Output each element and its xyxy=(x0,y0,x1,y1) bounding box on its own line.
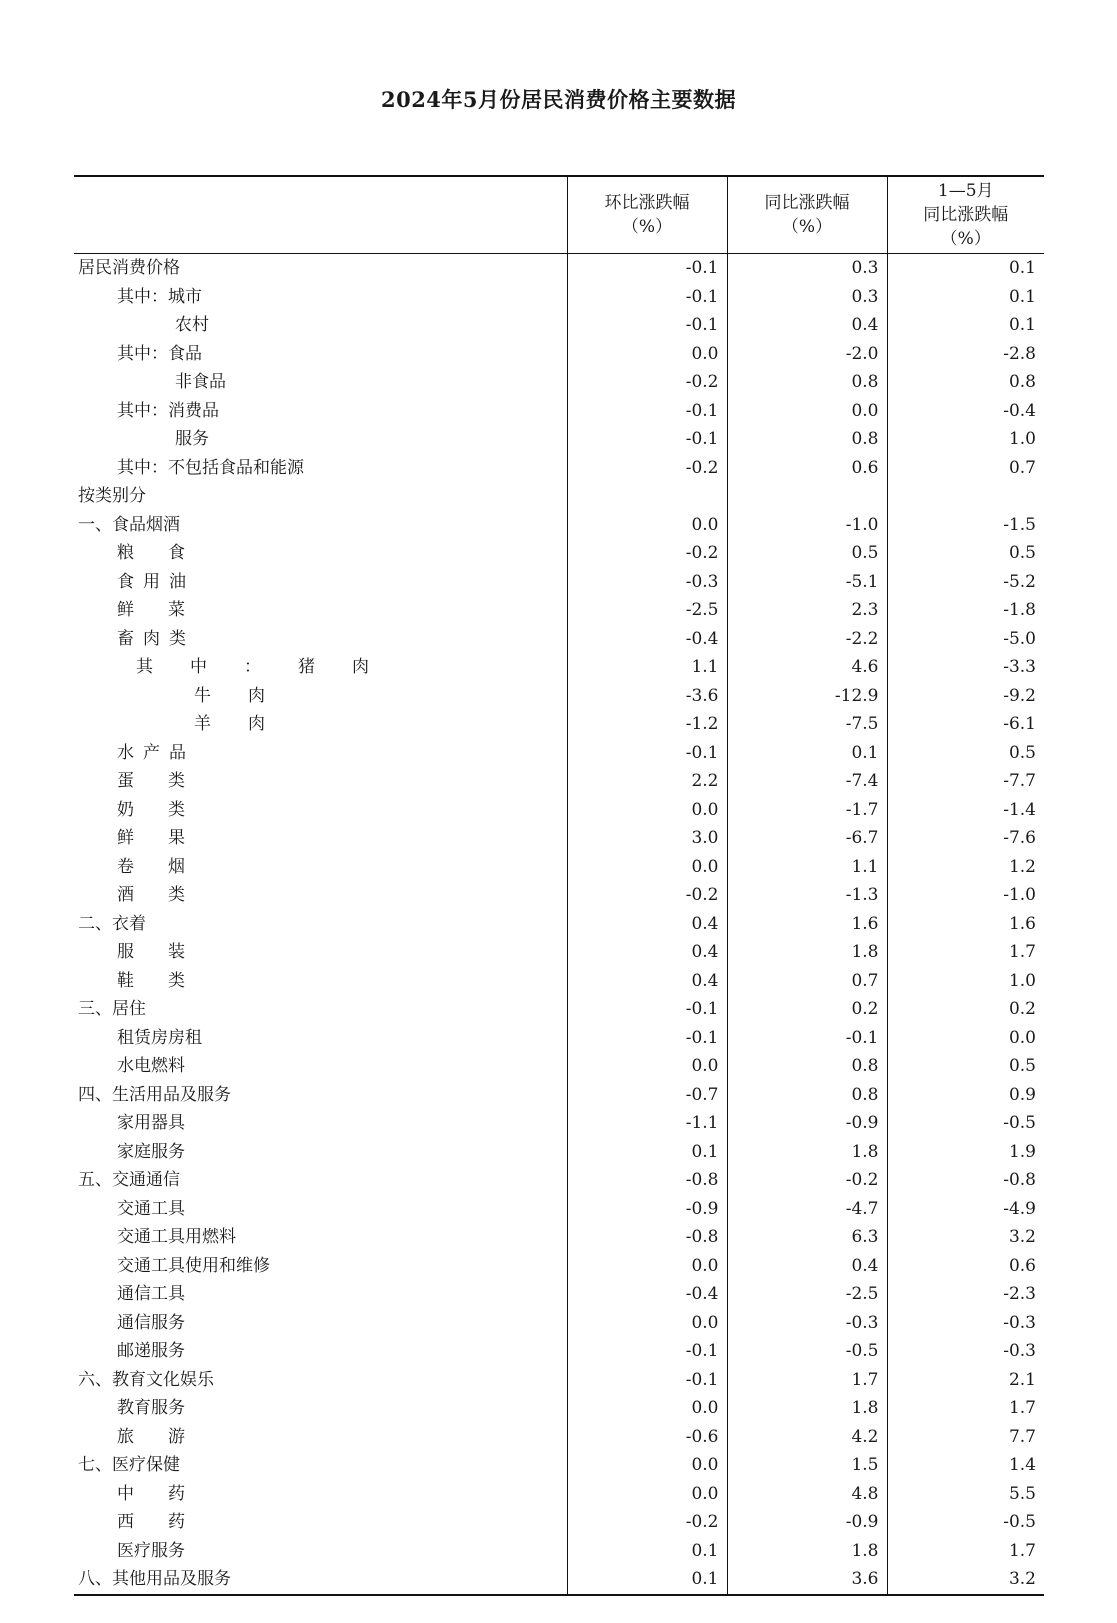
table-row xyxy=(74,1252,1044,1281)
table-row xyxy=(74,995,1044,1024)
table-row xyxy=(74,1081,1044,1110)
table-row xyxy=(74,368,1044,397)
row-value-cum: 0.5 xyxy=(887,739,1044,768)
row-value-cum: 1.4 xyxy=(887,1451,1044,1480)
row-value-mom: -0.1 xyxy=(567,995,727,1024)
row-value-cum: 2.1 xyxy=(887,1366,1044,1395)
row-category-label xyxy=(74,1423,567,1452)
row-value-yoy: 1.1 xyxy=(727,853,887,882)
table-row xyxy=(74,653,1044,682)
row-category-text: 其中：猪肉 xyxy=(136,657,406,677)
header-cum-label: 同比涨跌幅 xyxy=(923,205,1009,225)
row-category-label xyxy=(74,682,567,711)
row-category-label: 交通工具使用和维修 xyxy=(117,1255,270,1276)
row-value-mom: 0.0 xyxy=(567,1451,727,1480)
row-value-mom: -0.2 xyxy=(567,368,727,397)
row-value-cum: -0.4 xyxy=(887,397,1044,426)
row-value-cum: 1.9 xyxy=(887,1138,1044,1167)
row-value-yoy: 0.8 xyxy=(727,1052,887,1081)
table-row xyxy=(74,739,1044,768)
table-row xyxy=(74,1394,1044,1423)
row-value-mom: 0.1 xyxy=(567,1138,727,1167)
row-value-cum: -1.8 xyxy=(887,596,1044,625)
row-category-text: 牛肉 xyxy=(194,685,302,706)
row-value-mom: -0.1 xyxy=(567,283,727,312)
table-row xyxy=(74,967,1044,996)
row-category-label: 教育服务 xyxy=(117,1398,185,1418)
row-value-yoy: 0.3 xyxy=(727,283,887,312)
row-value-mom: -0.1 xyxy=(567,311,727,340)
row-category-text: 鲜菜 xyxy=(117,600,219,620)
row-value-cum: 0.7 xyxy=(887,454,1044,483)
row-category-label xyxy=(74,625,567,654)
row-value-mom: -0.2 xyxy=(567,1508,727,1537)
table-row xyxy=(74,425,1044,454)
row-category-text: 蛋类 xyxy=(117,771,219,791)
row-category-label xyxy=(74,568,567,597)
row-value-mom: -3.6 xyxy=(567,682,727,711)
row-value-yoy: 0.6 xyxy=(727,454,887,483)
table-row xyxy=(74,767,1044,796)
row-value-yoy: 0.8 xyxy=(727,368,887,397)
table-row xyxy=(74,1052,1044,1081)
row-value-mom: -0.1 xyxy=(567,397,727,426)
table-row xyxy=(74,853,1044,882)
row-value-yoy: -2.5 xyxy=(727,1280,887,1309)
row-value-mom: -0.1 xyxy=(567,1366,727,1395)
row-category-label xyxy=(74,853,567,882)
row-value-cum: 0.2 xyxy=(887,995,1044,1024)
table-row xyxy=(74,254,1044,283)
row-value-cum: -1.4 xyxy=(887,796,1044,825)
row-category-label xyxy=(74,767,567,796)
row-value-yoy: 1.5 xyxy=(727,1451,887,1480)
row-value-yoy: 0.4 xyxy=(727,311,887,340)
row-value-cum: -0.3 xyxy=(887,1309,1044,1338)
row-category-label: 农村 xyxy=(175,315,209,335)
header-mom-unit: （%） xyxy=(621,217,673,237)
row-value-mom: 0.4 xyxy=(567,938,727,967)
table-row xyxy=(74,1280,1044,1309)
row-category-label: 四、生活用品及服务 xyxy=(78,1084,231,1105)
row-value-cum: 1.7 xyxy=(887,938,1044,967)
row-value-cum: -6.1 xyxy=(887,710,1044,739)
row-category-text: 鲜果 xyxy=(117,828,219,848)
row-value-yoy: -6.7 xyxy=(727,824,887,853)
row-value-mom: -0.8 xyxy=(567,1166,727,1195)
row-value-mom: -0.2 xyxy=(567,881,727,910)
table-row xyxy=(74,340,1044,369)
table-row xyxy=(74,311,1044,340)
table-row xyxy=(74,1508,1044,1537)
row-value-cum: 1.2 xyxy=(887,853,1044,882)
row-value-yoy: 0.7 xyxy=(727,967,887,996)
row-value-mom: 0.0 xyxy=(567,796,727,825)
row-category-label xyxy=(74,938,567,967)
row-value-mom: -0.2 xyxy=(567,539,727,568)
row-value-cum: -0.5 xyxy=(887,1109,1044,1138)
row-value-yoy: 0.1 xyxy=(727,739,887,768)
row-value-cum: 1.6 xyxy=(887,910,1044,939)
row-value-yoy: 4.8 xyxy=(727,1480,887,1509)
row-value-yoy: -2.0 xyxy=(727,340,887,369)
row-value-mom: 1.1 xyxy=(567,653,727,682)
table-row xyxy=(74,1138,1044,1167)
row-value-cum: 1.7 xyxy=(887,1537,1044,1566)
row-value-mom: 0.4 xyxy=(567,910,727,939)
table-row xyxy=(74,539,1044,568)
row-value-cum: -0.5 xyxy=(887,1508,1044,1537)
row-value-mom: 2.2 xyxy=(567,767,727,796)
row-category-label xyxy=(74,653,567,682)
row-category-label: 医疗服务 xyxy=(117,1540,185,1561)
header-mom-label: 环比涨跌幅 xyxy=(604,193,690,213)
row-category-label xyxy=(74,739,567,768)
row-value-yoy: -0.5 xyxy=(727,1337,887,1366)
row-category-label: 交通工具 xyxy=(117,1198,185,1219)
header-cum-unit: （%） xyxy=(940,229,991,249)
table-row xyxy=(74,910,1044,939)
row-value-mom: 0.0 xyxy=(567,853,727,882)
row-category-text: 服装 xyxy=(117,942,219,962)
row-value-yoy: 1.8 xyxy=(727,1138,887,1167)
row-category-label: 家用器具 xyxy=(117,1113,185,1133)
row-value-mom xyxy=(567,482,727,511)
row-value-yoy: 1.8 xyxy=(727,1537,887,1566)
row-value-yoy: 4.6 xyxy=(727,653,887,682)
row-category-label: 其中：食品 xyxy=(117,343,202,364)
row-category-label: 八、其他用品及服务 xyxy=(78,1569,231,1589)
row-value-yoy: 0.3 xyxy=(727,254,887,283)
row-value-cum: 0.5 xyxy=(887,539,1044,568)
row-value-mom: -0.7 xyxy=(567,1081,727,1110)
header-cum xyxy=(887,176,1044,254)
row-value-yoy: -1.0 xyxy=(727,511,887,540)
row-value-cum: 0.0 xyxy=(887,1024,1044,1053)
table-row xyxy=(74,1423,1044,1452)
row-value-mom: -0.1 xyxy=(567,254,727,283)
row-category-label: 一、食品烟酒 xyxy=(78,514,180,535)
table-row xyxy=(74,1109,1044,1138)
table-row xyxy=(74,881,1044,910)
row-value-cum: 3.2 xyxy=(887,1223,1044,1252)
table-row xyxy=(74,283,1044,312)
row-value-mom: -0.1 xyxy=(567,1024,727,1053)
row-value-yoy: 1.8 xyxy=(727,938,887,967)
row-category-label xyxy=(74,596,567,625)
row-value-cum: -7.7 xyxy=(887,767,1044,796)
table-header xyxy=(74,176,1044,254)
row-value-yoy: 4.2 xyxy=(727,1423,887,1452)
row-value-yoy: -0.9 xyxy=(727,1109,887,1138)
row-value-cum: 0.1 xyxy=(887,311,1044,340)
table-row xyxy=(74,1337,1044,1366)
header-yoy xyxy=(727,176,887,254)
row-value-mom: 3.0 xyxy=(567,824,727,853)
row-category-label xyxy=(74,1508,567,1537)
row-value-mom: -0.9 xyxy=(567,1195,727,1224)
row-category-text: 酒类 xyxy=(117,885,219,905)
table-row xyxy=(74,1565,1044,1595)
row-category-label: 其中：不包括食品和能源 xyxy=(117,457,304,478)
row-value-cum: 0.1 xyxy=(887,254,1044,283)
row-value-cum: -2.8 xyxy=(887,340,1044,369)
row-value-mom: 0.1 xyxy=(567,1565,727,1595)
row-value-cum: -4.9 xyxy=(887,1195,1044,1224)
row-category-label: 水电燃料 xyxy=(117,1056,185,1076)
table-row xyxy=(74,1451,1044,1480)
row-value-yoy: -12.9 xyxy=(727,682,887,711)
row-value-mom: -1.1 xyxy=(567,1109,727,1138)
row-category-text: 西药 xyxy=(117,1512,219,1532)
row-value-mom: 0.0 xyxy=(567,1309,727,1338)
row-value-mom: 0.0 xyxy=(567,511,727,540)
row-value-yoy: 0.8 xyxy=(727,425,887,454)
table-row xyxy=(74,682,1044,711)
table-row xyxy=(74,568,1044,597)
row-category-label xyxy=(74,967,567,996)
row-value-yoy: 1.6 xyxy=(727,910,887,939)
row-value-mom: 0.0 xyxy=(567,340,727,369)
row-value-cum: -1.0 xyxy=(887,881,1044,910)
row-category-label: 通信工具 xyxy=(117,1284,185,1304)
header-category xyxy=(74,176,567,254)
row-value-mom: -2.5 xyxy=(567,596,727,625)
cpi-table-container xyxy=(74,175,1044,1596)
row-category-label: 七、医疗保健 xyxy=(78,1455,180,1475)
row-value-mom: -0.6 xyxy=(567,1423,727,1452)
row-value-mom: -0.2 xyxy=(567,454,727,483)
header-yoy-unit: （%） xyxy=(781,217,833,237)
row-value-yoy: -1.3 xyxy=(727,881,887,910)
row-value-yoy: -2.2 xyxy=(727,625,887,654)
header-mom xyxy=(567,176,727,254)
table-row xyxy=(74,454,1044,483)
row-value-yoy: -7.4 xyxy=(727,767,887,796)
row-value-yoy: 1.8 xyxy=(727,1394,887,1423)
row-value-yoy: -7.5 xyxy=(727,710,887,739)
row-value-mom: 0.0 xyxy=(567,1052,727,1081)
row-category-label: 三、居住 xyxy=(78,999,146,1019)
row-value-cum: 0.1 xyxy=(887,283,1044,312)
table-row xyxy=(74,1480,1044,1509)
row-value-mom: 0.0 xyxy=(567,1394,727,1423)
row-category-label: 服务 xyxy=(175,429,209,449)
row-category-text: 水产品 xyxy=(117,742,195,763)
row-category-label: 通信服务 xyxy=(117,1312,185,1333)
row-value-cum: 1.0 xyxy=(887,967,1044,996)
table-row xyxy=(74,938,1044,967)
header-yoy-label: 同比涨跌幅 xyxy=(764,193,850,213)
row-category-label: 二、衣着 xyxy=(78,913,146,934)
row-category-text: 旅游 xyxy=(117,1426,219,1447)
row-value-mom: -0.1 xyxy=(567,425,727,454)
row-value-cum: -0.8 xyxy=(887,1166,1044,1195)
row-value-yoy: -5.1 xyxy=(727,568,887,597)
row-value-cum: 0.9 xyxy=(887,1081,1044,1110)
row-category-label: 交通工具用燃料 xyxy=(117,1227,236,1247)
row-category-label xyxy=(74,710,567,739)
row-category-label: 家庭服务 xyxy=(117,1141,185,1162)
row-value-yoy: 2.3 xyxy=(727,596,887,625)
row-value-yoy: 0.0 xyxy=(727,397,887,426)
table-row xyxy=(74,1309,1044,1338)
row-value-yoy: 0.8 xyxy=(727,1081,887,1110)
table-row xyxy=(74,1166,1044,1195)
table-row xyxy=(74,824,1044,853)
row-value-mom: -0.1 xyxy=(567,739,727,768)
row-category-label xyxy=(74,1480,567,1509)
row-category-label xyxy=(74,796,567,825)
row-value-mom: -0.8 xyxy=(567,1223,727,1252)
row-value-mom: -0.4 xyxy=(567,1280,727,1309)
row-value-cum: -3.3 xyxy=(887,653,1044,682)
row-category-label: 其中：消费品 xyxy=(117,400,219,421)
document-title: 2024年5月份居民消费价格主要数据 xyxy=(380,87,737,112)
row-category-text: 食用油 xyxy=(117,571,195,592)
table-body xyxy=(74,254,1044,1595)
table-row xyxy=(74,625,1044,654)
row-value-mom: 0.0 xyxy=(567,1252,727,1281)
row-category-text: 中药 xyxy=(117,1483,219,1504)
table-row xyxy=(74,796,1044,825)
row-value-cum: -5.2 xyxy=(887,568,1044,597)
row-value-yoy: -0.9 xyxy=(727,1508,887,1537)
row-category-label: 居民消费价格 xyxy=(78,258,180,278)
row-value-cum: 0.6 xyxy=(887,1252,1044,1281)
row-value-yoy: 0.4 xyxy=(727,1252,887,1281)
row-value-cum: -7.6 xyxy=(887,824,1044,853)
row-category-text: 粮食 xyxy=(117,543,219,563)
row-value-cum: 3.2 xyxy=(887,1565,1044,1595)
table-row xyxy=(74,1223,1044,1252)
row-category-label xyxy=(74,539,567,568)
row-value-yoy: 0.2 xyxy=(727,995,887,1024)
row-category-label: 租赁房房租 xyxy=(117,1027,202,1048)
row-value-cum: -9.2 xyxy=(887,682,1044,711)
row-value-yoy: 1.7 xyxy=(727,1366,887,1395)
row-category-label: 五、交通通信 xyxy=(78,1170,180,1190)
row-category-text: 鞋类 xyxy=(117,970,219,991)
row-category-text: 奶类 xyxy=(117,799,219,820)
row-value-cum: 5.5 xyxy=(887,1480,1044,1509)
row-value-mom: -1.2 xyxy=(567,710,727,739)
row-value-mom: -0.3 xyxy=(567,568,727,597)
row-category-label xyxy=(74,824,567,853)
row-value-cum: 7.7 xyxy=(887,1423,1044,1452)
row-category-label: 非食品 xyxy=(175,372,226,392)
row-category-label: 六、教育文化娱乐 xyxy=(78,1369,214,1390)
row-value-yoy: 6.3 xyxy=(727,1223,887,1252)
row-value-cum: 1.7 xyxy=(887,1394,1044,1423)
row-value-mom: 0.1 xyxy=(567,1537,727,1566)
row-category-label: 其中：城市 xyxy=(117,286,202,307)
table-row xyxy=(74,1024,1044,1053)
row-value-cum xyxy=(887,482,1044,511)
row-value-mom: -0.4 xyxy=(567,625,727,654)
table-row xyxy=(74,482,1044,511)
row-value-cum: 0.5 xyxy=(887,1052,1044,1081)
cpi-data-table xyxy=(74,175,1044,1596)
row-category-label xyxy=(74,881,567,910)
row-value-yoy: -0.2 xyxy=(727,1166,887,1195)
table-row xyxy=(74,1366,1044,1395)
row-category-label: 按类别分 xyxy=(78,486,146,506)
row-value-mom: 0.4 xyxy=(567,967,727,996)
row-category-text: 羊肉 xyxy=(194,714,302,734)
table-row xyxy=(74,1537,1044,1566)
table-row xyxy=(74,397,1044,426)
row-category-text: 畜肉类 xyxy=(117,628,195,649)
row-value-mom: 0.0 xyxy=(567,1480,727,1509)
header-cum-period: 1—5月 xyxy=(937,181,994,201)
row-value-cum: -5.0 xyxy=(887,625,1044,654)
row-value-yoy: 3.6 xyxy=(727,1565,887,1595)
row-value-yoy: -0.1 xyxy=(727,1024,887,1053)
row-value-cum: 1.0 xyxy=(887,425,1044,454)
row-value-yoy: -4.7 xyxy=(727,1195,887,1224)
row-value-cum: -2.3 xyxy=(887,1280,1044,1309)
row-value-cum: -1.5 xyxy=(887,511,1044,540)
table-row xyxy=(74,1195,1044,1224)
table-row xyxy=(74,596,1044,625)
row-value-yoy xyxy=(727,482,887,511)
row-value-cum: -0.3 xyxy=(887,1337,1044,1366)
row-value-yoy: -0.3 xyxy=(727,1309,887,1338)
row-value-cum: 0.8 xyxy=(887,368,1044,397)
row-category-label: 邮递服务 xyxy=(117,1341,185,1361)
row-value-yoy: -1.7 xyxy=(727,796,887,825)
row-value-yoy: 0.5 xyxy=(727,539,887,568)
row-value-mom: -0.1 xyxy=(567,1337,727,1366)
row-category-text: 卷烟 xyxy=(117,856,219,877)
table-row xyxy=(74,511,1044,540)
table-row xyxy=(74,710,1044,739)
